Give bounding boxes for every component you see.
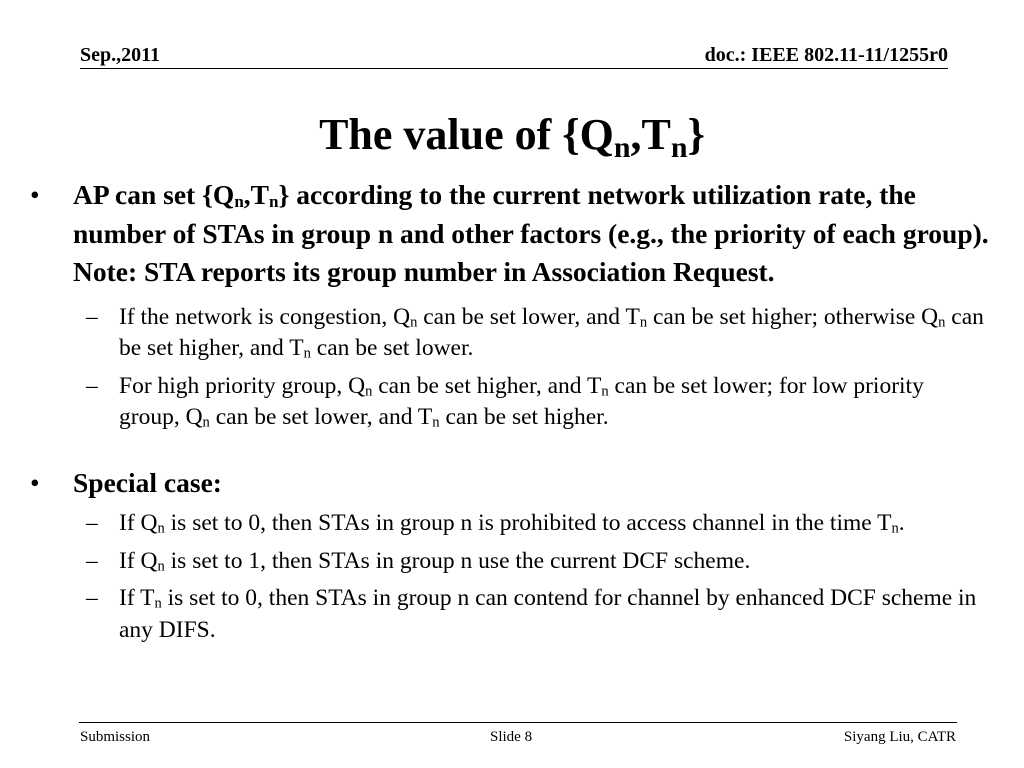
dash-marker: – bbox=[86, 303, 98, 330]
slide-title: The value of $\{Q_n,T_n\}$ bbox=[319, 110, 705, 164]
sub-bullet-text: If $Q_n$ is set to 1, then STAs in group n use the current DCF scheme. bbox=[119, 547, 751, 575]
bullet-marker: • bbox=[30, 179, 40, 210]
sub-bullet-text: For high priority group, $Q_n$ can be set higher, and $T_n$ can be set lower; for low priority group, $Q_n$ can be set lower, and $T_n$ can be set higher. bbox=[119, 372, 924, 431]
sub-bullet-tn-zero bbox=[30, 583, 990, 646]
sub-bullet-text: If the network is congestion, $Q_n$ can be set lower, and $T_n$ can be set higher; otherwise $Q_n$ can be set higher, and $T_n$ can be set lower. bbox=[119, 303, 984, 362]
dash-marker: – bbox=[86, 547, 98, 574]
bullet-ap-set bbox=[30, 176, 990, 292]
bullet-text: Special case: bbox=[73, 466, 222, 498]
bullet-text: AP can set $\{Q_n,T_n\}$ according to the current network utilization rate, the number of STAs in group n and other factors (e.g., the priority of each group). Note: STA reports its group number in Association Request. bbox=[73, 179, 989, 287]
sub-bullet-priority bbox=[30, 371, 990, 434]
dash-marker: – bbox=[86, 585, 98, 611]
footer-slide-number: Slide 8 bbox=[490, 729, 533, 745]
sub-bullet-qn-zero bbox=[30, 508, 990, 540]
bullet-marker: • bbox=[30, 466, 40, 498]
footer-rule bbox=[79, 722, 957, 723]
header-doc-id: doc.: IEEE 802.11-11/1255r0 bbox=[704, 44, 948, 66]
dash-marker: – bbox=[86, 510, 98, 536]
header-date: Sep.,2011 bbox=[80, 44, 161, 66]
footer-author: Siyang Liu, CATR bbox=[843, 729, 956, 745]
header-rule bbox=[80, 68, 948, 69]
dash-marker: – bbox=[86, 372, 98, 399]
bullet-special-case bbox=[30, 464, 990, 503]
footer-submission: Submission bbox=[80, 729, 151, 745]
sub-bullet-text: If $Q_n$ is set to 0, then STAs in group n is prohibited to access channel in the time $T_n$. bbox=[119, 510, 905, 537]
sub-bullet-text: If $T_n$ is set to 0, then STAs in group n can contend for channel by enhanced DCF scheme in any DIFS. bbox=[119, 585, 977, 643]
slide-content bbox=[30, 176, 990, 646]
sub-bullet-congestion bbox=[30, 302, 990, 365]
sub-bullet-qn-one bbox=[30, 546, 990, 578]
